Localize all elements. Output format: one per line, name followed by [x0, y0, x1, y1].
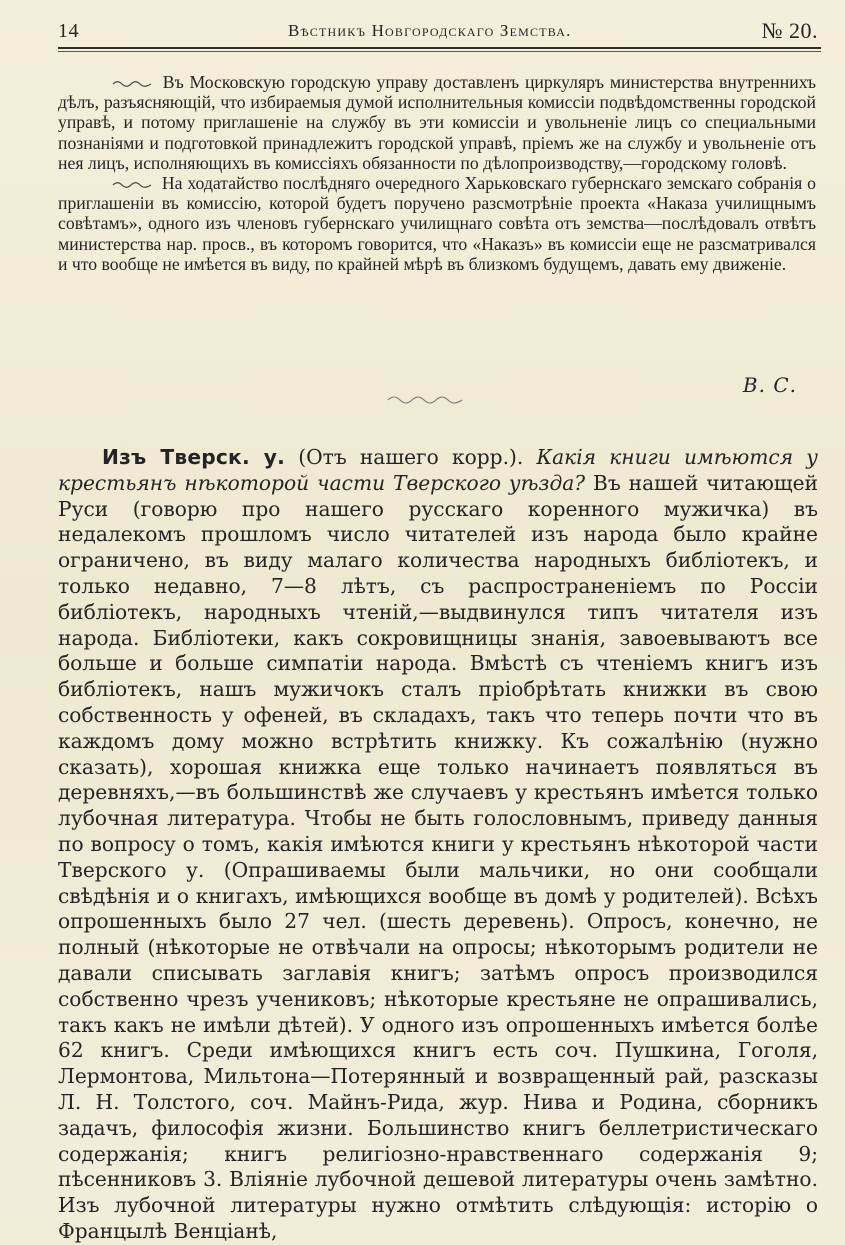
section-divider-icon: [387, 394, 463, 406]
issue-number: № 20.: [761, 18, 818, 43]
section-marker-icon: [112, 181, 152, 189]
article-source: (Отъ нашего корр.).: [298, 445, 524, 469]
article-body: Въ нашей читающей Руси (говорю про нашего русскаго коренного мужичка) въ недалекомъ прошломъ число читателей изъ народа было крайне ограничено, въ виду малаго количества народныхъ библіотекъ, и только недавно, 7—8 лѣтъ, съ распространеніемъ по Россіи библіотекъ, народныхъ чтеній,—выдвинулся типъ читателя изъ народа. Библіотеки, какъ сокровищницы знанія, завоевываютъ все больше и больше симпатіи народа. Вмѣстѣ съ чтеніемъ книгъ изъ библіотекъ, нашъ мужичокъ сталъ пріобрѣтать книжки въ свою собственность у офеней, въ складахъ, такъ что теперь почти что въ каждомъ дому можно встрѣтить книжку. Къ сожалѣнію (нужно сказать), хорошая книжка еще только начинаетъ появляться въ деревняхъ,—въ большинствѣ же случаевъ у крестьянъ имѣется только лубочная литература. Чтобы не быть голословнымъ, приведу данныя по вопросу о томъ, какія имѣются книги у крестьянъ нѣкоторой части Тверского у. (Опрашиваемы были мальчики, но они сообщали свѣдѣнія и о книгахъ, имѣющихся вообще въ домѣ у родителей). Всѣхъ опрошенныхъ было 27 чел. (шесть деревень). Опросъ, конечно, не полный (нѣкоторые не отвѣчали на опросы; нѣкоторымъ родители не давали списывать заглавія книгъ; затѣмъ опросъ производился собственно чрезъ учениковъ; нѣкоторые крестьяне не опрашивались, такъ какъ не имѣли дѣтей). У одного изъ опрошенныхъ имѣется болѣе 62 книгъ. Среди имѣющихся книгъ есть соч. Пушкина, Гоголя, Лермонтова, Мильтона—Потерянный и возвращенный рай, разсказы Л. Н. Толстого, соч. Майнъ-Рида, жур. Нива и Родина, сборникъ задачъ, философія жизни. Большинство книгъ беллетристическаго содержанія; книгъ религіозно-нравственнаго содержанія 9; пѣсенниковъ 3. Вліяніе лубочной дешевой литературы очень замѣтно. Изъ лубочной литературы нужно отмѣтить слѣдующія: исторію о Францылѣ Венціанѣ,: [58, 470, 818, 1243]
article-paragraph: [58, 445, 818, 1245]
news-text-moscow: Въ Московскую городскую управу доставленъ циркуляръ министерства внутреннихъ дѣлъ, разъясняющій, что избираемыя думой исполнительныя комиссіи подвѣдомственны городской управѣ, и потому приглашеніе на службу въ эти комиссіи и увольненіе лицъ со специальными познаніями и подготовкой принадлежитъ городской управѣ, пріемъ же на службу и увольненіе отъ нея лицъ, исполняющихъ въ комиссіяхъ обязанности по дѣлопроизводству,—городскому головѣ.: [58, 72, 817, 173]
tver-article: [58, 445, 818, 1245]
page-number: 14: [58, 20, 79, 42]
author-signature: В. С.: [742, 373, 797, 397]
page-header: [58, 18, 818, 46]
top-news-section: [58, 72, 816, 274]
article-title: Какія книги имѣются у крестьянъ нѣкоторой части Тверского уѣзда?: [58, 445, 818, 495]
section-marker-icon: [112, 80, 152, 88]
article-place: Изъ Тверск. у.: [102, 445, 286, 469]
header-rule: [58, 47, 821, 49]
header-rule-thin: [58, 51, 821, 52]
running-title: Вѣстникъ Новгородскаго Земства.: [288, 21, 572, 40]
news-text-kharkov: На ходатайство послѣдняго очередного Харьковскаго губернскаго земскаго собранія о приглашеніи въ комиссію, которой будетъ поручено разсмотрѣніе проекта «Наказа училищнымъ совѣтамъ», одного изъ членовъ губернскаго училищнаго совѣта отъ земства—послѣдовалъ отвѣтъ министерства нар. просв., въ которомъ говорится, что «Наказъ» въ комиссіи еще не разсматривался и что вообще не имѣется въ виду, по крайней мѣрѣ въ близкомъ будущемъ, давать ему движеніе.: [58, 173, 817, 274]
news-paragraph-kharkov: [58, 173, 816, 274]
news-paragraph-moscow: [58, 72, 816, 173]
